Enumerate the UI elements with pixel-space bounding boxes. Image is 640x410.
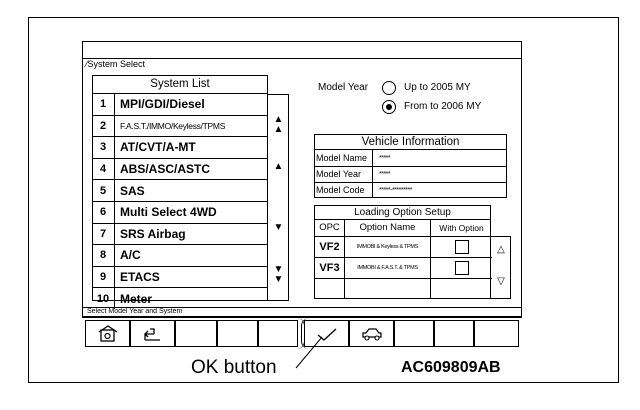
radio-label-up-to-2005: Up to 2005 MY <box>404 82 471 93</box>
item-number: 1 <box>92 94 115 115</box>
col-opc: OPC <box>315 219 345 236</box>
line-down-icon[interactable]: ▼ <box>273 222 284 233</box>
system-list-title: System List <box>92 75 268 94</box>
item-number: 8 <box>92 245 115 266</box>
figure-code: AC609809AB <box>401 359 501 376</box>
vi-key: Model Code <box>314 182 373 198</box>
loading-option-title: Loading Option Setup <box>314 205 491 220</box>
scroll-up-icon[interactable]: △ <box>497 244 505 255</box>
opc-code: VF3 <box>315 257 345 278</box>
item-label: ETACS <box>120 270 160 285</box>
item-label: A/C <box>120 248 141 263</box>
item-label: SRS Airbag <box>120 226 186 241</box>
page-down-icon[interactable]: ▼ ▼ <box>273 264 284 285</box>
col-with-option: With Option <box>439 222 484 233</box>
item-number: 3 <box>92 137 115 158</box>
radio-label-from-2006: From to 2006 MY <box>404 101 482 112</box>
vi-key: Model Year <box>314 166 373 182</box>
section-title-text: System Select <box>87 59 146 69</box>
ok-button-annotation: OK button <box>191 357 277 378</box>
vi-value: ***** <box>379 170 391 178</box>
item-label: ABS/ASC/ASTC <box>120 162 211 177</box>
item-label: MPI/GDI/Diesel <box>120 97 205 112</box>
item-label: F.A.S.T./IMMO/Keyless/TPMS <box>120 120 226 131</box>
status-bar: Select Model Year and System <box>82 307 522 317</box>
item-label: Meter <box>120 291 153 306</box>
vehicle-info-title: Vehicle Information <box>314 134 507 150</box>
item-number: 4 <box>92 159 115 180</box>
scroll-down-icon[interactable]: ▽ <box>497 276 505 287</box>
item-number: 7 <box>92 224 115 245</box>
item-label: SAS <box>120 183 145 198</box>
slash-icon: ⁄ <box>86 59 88 69</box>
item-number: 6 <box>92 202 115 223</box>
option-name: IMMOBI & F.A.S.T. & TPMS <box>345 257 431 278</box>
item-label: AT/CVT/A-MT <box>120 140 196 155</box>
item-number: 2 <box>92 116 115 137</box>
vi-key: Model Name <box>314 150 373 166</box>
opc-code: VF2 <box>315 236 345 257</box>
vi-value: ***** <box>379 154 391 162</box>
option-name: IMMOBI & Keyless & TPMS <box>345 236 431 257</box>
line-up-icon[interactable]: ▲ <box>273 161 284 172</box>
page-up-icon[interactable]: ▲ ▲ <box>273 114 284 135</box>
item-label: Multi Select 4WD <box>120 205 217 220</box>
item-number: 10 <box>92 288 115 309</box>
model-year-label: Model Year <box>318 82 369 93</box>
col-option-name: Option Name <box>345 219 431 236</box>
vi-value: *****-********* <box>379 186 412 194</box>
item-number: 5 <box>92 180 115 201</box>
item-number: 9 <box>92 267 115 288</box>
